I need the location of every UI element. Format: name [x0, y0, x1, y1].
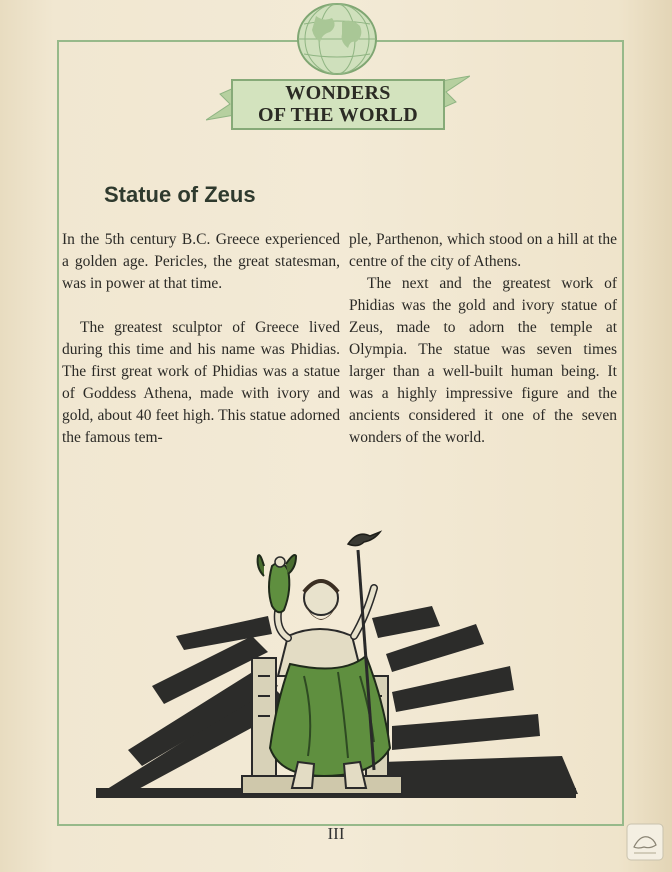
article-title: Statue of Zeus [104, 182, 256, 207]
right-column [349, 229, 617, 449]
left-column [62, 229, 340, 449]
page-number: III [327, 824, 345, 843]
banner-line-1: WONDERS [285, 82, 391, 104]
zeus-statue-illustration [92, 526, 582, 802]
library-stamp-icon [626, 823, 664, 861]
paragraph: ple, Parthenon, which stood on a hill at the centre of the city of Athens. [349, 231, 617, 270]
globe-emblem [296, 2, 378, 76]
wonders-banner [231, 79, 445, 130]
paragraph: The next and the greatest work of Phidias was the gold and ivory statue of Zeus, made to adorn the temple at Olympia. The statue was seven times larger than a well-built human being. It was a highly impressive figure and the ancients considered it one of the seven wonders of the world. [349, 275, 617, 446]
victory-figure [258, 555, 296, 612]
paragraph: In the 5th century B.C. Greece experienced a golden age. Pericles, the great statesman, was in power at that time. [62, 231, 340, 292]
banner-line-2: OF THE WORLD [258, 104, 418, 126]
paragraph: The greatest sculptor of Greece lived during this time and his name was Phidias. The first great work of Phidias was a statue of Goddess Athena, made with ivory and gold, about 40 feet high. This statue adorned the famous tem- [62, 319, 340, 446]
